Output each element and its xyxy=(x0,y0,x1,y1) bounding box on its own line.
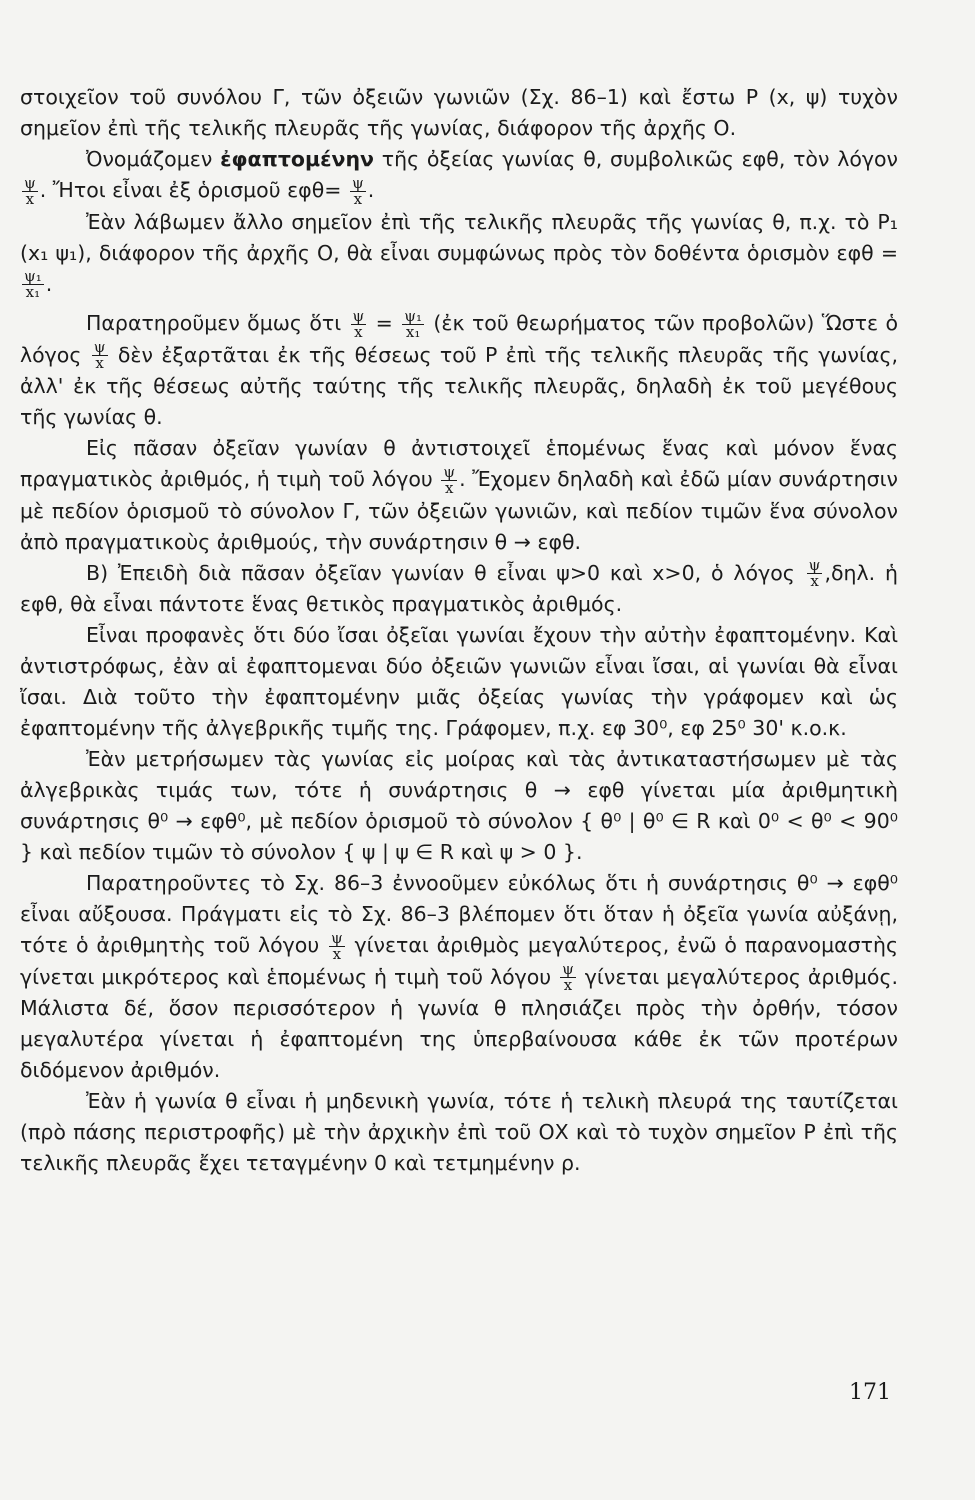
paragraph-5 xyxy=(20,433,898,558)
fraction-numerator: ψ xyxy=(443,462,456,481)
paragraph-7: Εἶναι προφανὲς ὅτι δύο ἴσαι ὀξεῖαι γωνίαι ἔχουν τὴν αὐτὴν ἐφαπτομένην. Καὶ ἀντιστρόφως, ἐὰν αἱ ἐφαπτομεναι δύο ὀξειῶν γωνιῶν εἶναι ἴσαι, αἱ γωνίαι θὰ εἶναι ἴσαι. Διὰ τοῦτο τὴν ἐφαπτομένην μιᾶς ὀξείας γωνίας τὴν γράφομεν καὶ ὡς ἐφαπτομένην τῆς ἀλγεβρικῆς τιμῆς της. Γράφομεν, π.χ. εφ 30⁰, εφ 25⁰ 30' κ.ο.κ. xyxy=(20,623,898,740)
p4-text-a: Παρατηροῦμεν ὅμως ὅτι xyxy=(86,311,349,335)
fraction-psi-over-x xyxy=(807,558,823,589)
p9-text-b: γίνεται ἀριθμὸς μεγαλύτερος, ἐνῶ ὁ παρανομαστὴς γίνεται μικρότερος καὶ ἑπομένως ἡ τιμὴ τοῦ λόγου xyxy=(20,933,898,989)
tangent-term: ἐφαπτομένην xyxy=(220,147,375,171)
fraction-numerator: ψ₁ xyxy=(404,306,423,325)
fraction-numerator: ψ₁ xyxy=(24,267,42,285)
paragraph-3 xyxy=(20,207,898,301)
fraction-psi-over-x xyxy=(92,340,108,371)
p4-text-c: δὲν ἐξαρτᾶται ἐκ τῆς θέσεως τοῦ Ρ ἐπὶ τῆς τελικῆς πλευρᾶς τῆς γωνίας, ἀλλ' ἐκ τῆς θέσεως αὐτῆς ταύτης τῆς τελικῆς πλευρᾶς, δηλαδὴ ἐκ τοῦ μεγέθους τῆς γωνίας θ. xyxy=(20,342,898,429)
p6-text-a: Β) Ἐπειδὴ διὰ πᾶσαν ὀξεῖαν γωνίαν θ εἶναι ψ>0 καὶ x>0, ὁ λόγος xyxy=(86,560,805,585)
p9-text-c: γίνεται μεγαλύτερος ἀριθμός. Μάλιστα δέ, ὅσον περισσότερον ἡ γωνία θ πλησιάζει πρὸς τὴν ὀρθήν, τόσον μεγαλυτέρα γίνεται ἡ ἐφαπτομένη της ὑπερβαίνουσα κάθε ἐκ τῶν προτέρων διδόμενον ἀριθμόν. xyxy=(20,964,898,1082)
fraction-psi-over-x xyxy=(351,306,367,341)
fraction-denominator: x xyxy=(444,478,454,497)
fraction-psi-over-x xyxy=(441,462,457,497)
page-number: 171 xyxy=(849,1380,891,1405)
fraction-denominator: x₁ xyxy=(405,322,421,341)
fraction-numerator: ψ xyxy=(330,928,343,947)
fraction-denominator: x xyxy=(563,976,573,994)
p5-text-b: . Ἔχομεν δηλαδὴ καὶ ἐδῶ μίαν συνάρτησιν μὲ πεδίον ὁρισμοῦ τὸ σύνολον Γ, τῶν ὀξειῶν γωνιῶν, καὶ πεδίον τιμῶν ἕνα σύνολον ἀπὸ πραγματικοὺς ἀριθμούς, τὴν συνάρτησιν θ → εφθ. xyxy=(20,467,898,554)
paragraph-9 xyxy=(20,868,898,1086)
paragraph-4 xyxy=(20,308,898,433)
fraction-denominator: x xyxy=(354,322,363,341)
paragraph-2 xyxy=(20,144,898,207)
paragraph-10: Ἐὰν ἡ γωνία θ εἶναι ἡ μηδενικὴ γωνία, τότε ἡ τελικὴ πλευρά της ταυτίζεται (πρὸ πάσης περιστροφῆς) μὲ τὴν ἀρχικὴν ἐπὶ τοῦ ΟΧ καὶ τὸ τυχὸν σημεῖον Ρ ἐπὶ τῆς τελικῆς πλευρᾶς ἔχει τεταγμένην 0 καὶ τετμημένην ρ. xyxy=(20,1089,898,1175)
paragraph-6 xyxy=(20,558,898,621)
p2-text-a: Ὀνομάζομεν xyxy=(86,147,221,171)
p2-text-d: . xyxy=(367,178,375,202)
fraction-numerator: ψ xyxy=(352,306,365,325)
fraction-numerator: ψ xyxy=(808,556,821,574)
document-body xyxy=(20,82,898,1179)
equals-sign: = xyxy=(368,311,401,335)
p6-text-b: ,δηλ. ἡ εφθ, θὰ εἶναι πάντοτε ἕνας θετικὸς πραγματικὸς ἀριθμός. xyxy=(20,560,898,616)
fraction-psi-over-x xyxy=(22,173,38,208)
fraction-psi1-over-x1 xyxy=(22,269,44,300)
fraction-denominator: x xyxy=(95,354,104,372)
p4-text-b: (ἐκ τοῦ θεωρήματος τῶν προβολῶν) Ὥστε ὁ λόγος xyxy=(20,311,898,367)
fraction-numerator: ψ xyxy=(351,173,364,192)
p2-text-b: τῆς ὀξείας γωνίας θ, συμβολικῶς εφθ, τὸν λόγον xyxy=(374,147,898,171)
fraction-numerator: ψ xyxy=(24,173,36,192)
p3-text-a: Ἐὰν λάβωμεν ἄλλο σημεῖον ἐπὶ τῆς τελικῆς πλευρᾶς τῆς γωνίας θ, π.χ. τὸ Ρ₁ (x₁ ψ₁), διάφορον τῆς ἀρχῆς Ο, θὰ εἶναι συμφώνως πρὸς τὸν δοθέντα ὁρισμὸν εφθ = xyxy=(20,209,898,265)
fraction-denominator: x xyxy=(25,189,35,208)
fraction-psi-over-x xyxy=(350,173,366,208)
fraction-denominator: x xyxy=(810,572,819,590)
paragraph-8: Ἐὰν μετρήσωμεν τὰς γωνίας εἰς μοίρας καὶ τὰς ἀντικαταστήσωμεν μὲ τὰς ἀλγεβρικὰς τιμάς των, τότε ἡ συνάρτησις θ → εφθ γίνεται μία ἀριθμητικὴ συνάρτησις θ⁰ → εφθ⁰, μὲ πεδίον ὁρισμοῦ τὸ σύνολον { θ⁰ | θ⁰ ∈ R καὶ 0⁰ < θ⁰ < 90⁰ } καὶ πεδίον τιμῶν τὸ σύνολον { ψ | ψ ∈ R καὶ ψ > 0 }. xyxy=(20,747,898,864)
fraction-denominator: x₁ xyxy=(25,283,41,301)
paragraph-1: στοιχεῖον τοῦ συνόλου Γ, τῶν ὀξειῶν γωνιῶν (Σχ. 86–1) καὶ ἔστω Ρ (x, ψ) τυχὸν σημεῖον ἐπὶ τῆς τελικῆς πλευρᾶς τῆς γωνίας, διάφορον τῆς ἀρχῆς Ο. xyxy=(20,85,898,140)
fraction-numerator: ψ xyxy=(562,960,574,978)
p5-text-a: Εἰς πᾶσαν ὀξεῖαν γωνίαν θ ἀντιστοιχεῖ ἑπομένως ἕνας καὶ μόνον ἕνας πραγματικὸς ἀριθμός, ἡ τιμὴ τοῦ λόγου xyxy=(20,436,898,491)
fraction-psi-over-x xyxy=(329,928,345,963)
fraction-psi-over-x xyxy=(560,962,576,993)
fraction-denominator: x xyxy=(353,189,363,208)
fraction-denominator: x xyxy=(332,944,342,963)
p9-text-a: Παρατηροῦντες τὸ Σχ. 86–3 ἐννοοῦμεν εὐκόλως ὅτι ἡ συνάρτησις θ⁰ → εφθ⁰ εἶναι αὔξουσα. Πράγματι εἰς τὸ Σχ. 86–3 βλέπομεν ὅτι ὅταν ἡ ὀξεῖα γωνία αὐξάνῃ, τότε ὁ ἀριθμητὴς τοῦ λόγου xyxy=(20,871,898,957)
p3-text-b: . xyxy=(45,271,53,296)
fraction-numerator: ψ xyxy=(93,338,106,356)
fraction-psi1-over-x1 xyxy=(402,306,424,341)
p2-text-c: . Ἤτοι εἶναι ἐξ ὁρισμοῦ εφθ= xyxy=(39,178,342,202)
